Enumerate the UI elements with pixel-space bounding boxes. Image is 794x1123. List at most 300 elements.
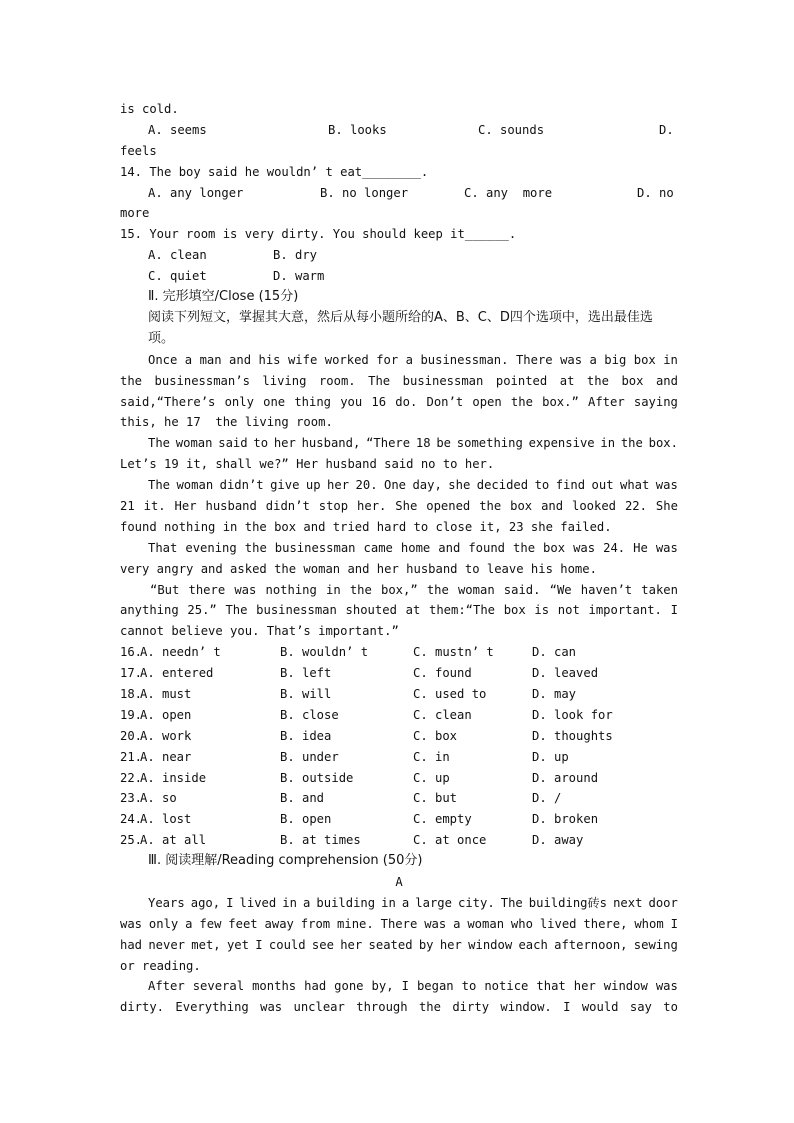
- word: a: [405, 352, 413, 367]
- word: them:“The: [428, 603, 496, 618]
- q14-option-b: B. no longer: [320, 185, 409, 200]
- word: I: [670, 603, 678, 618]
- word: seated: [368, 937, 413, 952]
- word: for: [376, 352, 399, 367]
- q15-options-row2: [120, 266, 678, 287]
- word: 21: [120, 498, 135, 513]
- word: be: [436, 436, 451, 451]
- word: He: [633, 540, 648, 555]
- reading-line: [120, 935, 678, 956]
- word: in: [282, 895, 297, 910]
- word: the: [620, 436, 643, 451]
- word: by: [418, 937, 434, 952]
- word: dirty.: [120, 1000, 165, 1015]
- word: 22.: [624, 498, 647, 513]
- word: that: [536, 979, 566, 994]
- word: The: [148, 436, 171, 451]
- word: open: [472, 394, 502, 409]
- cloze-option-a: A. entered: [140, 666, 214, 681]
- word: home: [400, 540, 431, 555]
- word: each: [518, 937, 548, 952]
- cloze-option-a: A. at all: [140, 833, 207, 848]
- word: what: [619, 478, 650, 493]
- cloze-option-d: D. leaved: [532, 666, 599, 681]
- cloze-option-a: A. so: [140, 791, 177, 806]
- word: businessman’s: [154, 373, 250, 388]
- reading-line: or reading.: [120, 958, 201, 973]
- word: say: [629, 1000, 652, 1015]
- word: 20.: [355, 478, 378, 493]
- word: “We: [549, 582, 572, 597]
- word: large: [415, 895, 452, 910]
- word: her.: [357, 498, 387, 513]
- word: the: [349, 582, 372, 597]
- word: met,: [191, 937, 221, 952]
- cloze-line: [120, 475, 678, 496]
- cloze-question-number: 22.: [120, 770, 143, 785]
- word: her: [573, 979, 596, 994]
- cloze-option-row: [120, 788, 678, 809]
- word: nothing: [265, 582, 317, 597]
- word: was: [234, 582, 257, 597]
- cloze-question-number: 19.: [120, 707, 143, 722]
- cloze-option-b: B. at times: [280, 833, 361, 848]
- word: husband: [205, 498, 257, 513]
- q14-stem: 14. The boy said he wouldn’ t eat________.: [120, 164, 429, 179]
- word: away: [264, 916, 294, 931]
- word: After: [148, 979, 185, 994]
- word: The: [500, 895, 523, 910]
- cloze-option-c: C. found: [413, 666, 472, 681]
- word: woman: [176, 478, 214, 493]
- q15-option-a: A. clean: [148, 248, 207, 263]
- q13-option-d: D.: [659, 122, 674, 137]
- q14-options: [120, 183, 678, 204]
- q15-option-d: D. warm: [273, 269, 325, 284]
- word: pointed: [495, 373, 548, 388]
- word: businessman: [256, 603, 337, 618]
- word: notice: [484, 979, 529, 994]
- word: man: [199, 352, 222, 367]
- word: businessman.: [420, 352, 509, 367]
- cloze-option-row: [120, 642, 678, 663]
- word: unclear: [293, 1000, 345, 1015]
- cloze-question-number: 23.: [120, 791, 143, 806]
- word: by,: [371, 979, 394, 994]
- cloze-option-d: D. around: [532, 770, 599, 785]
- word: Once: [148, 352, 178, 367]
- cloze-option-c: C. in: [413, 749, 450, 764]
- word: One: [383, 478, 406, 493]
- word: didn’t: [265, 498, 310, 513]
- word: was: [260, 1000, 283, 1015]
- word: the: [479, 498, 502, 513]
- word: I: [670, 916, 678, 931]
- cloze-question-number: 16.: [120, 645, 143, 660]
- word: box.: [648, 436, 678, 451]
- cloze-option-d: D. look for: [532, 707, 613, 722]
- word: didn’t: [219, 478, 264, 493]
- cloze-option-b: B. left: [280, 666, 332, 681]
- cloze-question-number: 20.: [120, 728, 143, 743]
- word: shouted: [345, 603, 397, 618]
- cloze-line: cannot believe you. That’s important.”: [120, 624, 399, 639]
- word: a: [303, 895, 311, 910]
- cloze-line: [120, 600, 678, 621]
- cloze-option-b: B. wouldn’ t: [280, 645, 369, 660]
- word: and: [655, 373, 678, 388]
- word: thing: [294, 394, 332, 409]
- cloze-option-a: A. lost: [140, 812, 192, 827]
- word: building砖s: [528, 895, 608, 910]
- cloze-line: [120, 350, 678, 371]
- cloze-line: [120, 371, 678, 392]
- cloze-option-a: A. inside: [140, 770, 207, 785]
- q13-options: [120, 120, 678, 141]
- word: and: [541, 498, 564, 513]
- cloze-option-row: [120, 809, 678, 830]
- word: a: [184, 352, 193, 367]
- word: She: [395, 498, 418, 513]
- cloze-option-c: C. up: [413, 770, 450, 785]
- word: you: [340, 394, 363, 409]
- q15-option-b: B. dry: [273, 248, 318, 263]
- cloze-line: Let’s 19 it, shall we?” Her husband said no to her.: [120, 457, 495, 472]
- section-2-instruction: 阅读下列短文，掌握其大意，然后从每小题所给的A、B、C、D四个选项中，选出最佳选项。: [148, 309, 653, 346]
- word: a: [589, 352, 597, 367]
- word: the: [426, 582, 449, 597]
- word: was: [655, 979, 678, 994]
- cloze-option-c: C. at once: [413, 833, 487, 848]
- word: had: [304, 979, 327, 994]
- word: only: [224, 394, 254, 409]
- q14-option-c: C. any more: [464, 185, 553, 200]
- word: husband,: [301, 436, 361, 451]
- word: The: [368, 373, 391, 388]
- word: to: [534, 478, 550, 493]
- word: wife: [287, 352, 318, 367]
- word: 25.”: [187, 603, 217, 618]
- word: afternoon,: [554, 937, 628, 952]
- word: big: [604, 352, 627, 367]
- cloze-question-number: 21.: [120, 749, 143, 764]
- q15-options-row1: [120, 245, 678, 266]
- word: woman: [457, 582, 495, 597]
- q14-option-a: A. any longer: [148, 185, 244, 200]
- cloze-option-c: C. but: [413, 791, 458, 806]
- word: the: [513, 540, 536, 555]
- q13-option-c: C. sounds: [478, 122, 545, 137]
- word: her: [273, 436, 296, 451]
- word: to: [253, 436, 269, 451]
- word: something: [456, 436, 523, 451]
- word: was: [424, 916, 447, 931]
- word: lived: [539, 916, 577, 931]
- page-content: [120, 99, 678, 1018]
- word: and: [438, 540, 461, 555]
- reading-line: [120, 893, 678, 914]
- cloze-option-c: C. used to: [413, 686, 487, 701]
- word: not: [557, 603, 580, 618]
- word: through: [356, 1000, 408, 1015]
- reading-line: [120, 997, 678, 1018]
- cloze-option-b: B. and: [280, 791, 325, 806]
- cloze-option-b: B. under: [280, 749, 339, 764]
- word: The: [148, 478, 171, 493]
- word: a: [401, 895, 410, 910]
- word: her: [327, 478, 350, 493]
- word: gone: [334, 979, 364, 994]
- word: several: [192, 979, 245, 994]
- word: next: [613, 895, 643, 910]
- word: looked: [572, 498, 617, 513]
- cloze-line: this, he 17 the living room.: [120, 415, 333, 430]
- word: is: [534, 603, 550, 618]
- word: The: [225, 603, 248, 618]
- word: his: [258, 352, 281, 367]
- word: her: [340, 937, 363, 952]
- word: had: [120, 937, 143, 952]
- word: businessman: [274, 540, 356, 555]
- word: I: [226, 895, 234, 910]
- cloze-option-c: C. box: [413, 728, 458, 743]
- word: find: [555, 478, 586, 493]
- word: Everything: [175, 1000, 249, 1015]
- word: She: [655, 498, 678, 513]
- word: haven’t: [580, 582, 633, 597]
- cloze-option-row: [120, 830, 678, 851]
- word: I: [255, 937, 263, 952]
- word: businessman: [402, 373, 484, 388]
- word: she: [448, 478, 471, 493]
- word: there,: [583, 916, 628, 931]
- cloze-line: [120, 580, 678, 601]
- word: window: [603, 979, 648, 994]
- word: room.: [318, 373, 356, 388]
- word: there: [188, 582, 226, 597]
- word: never: [148, 937, 185, 952]
- word: would: [581, 1000, 619, 1015]
- word: it.: [143, 498, 166, 513]
- word: her: [439, 937, 462, 952]
- word: a: [185, 916, 193, 931]
- word: from: [300, 916, 331, 931]
- cloze-option-a: A. open: [140, 707, 192, 722]
- word: expensive: [528, 436, 595, 451]
- word: see: [311, 937, 334, 952]
- q15-option-c: C. quiet: [148, 269, 207, 284]
- word: window: [468, 937, 513, 952]
- word: do.: [395, 394, 418, 409]
- word: decided: [476, 478, 529, 493]
- word: was: [655, 478, 678, 493]
- word: out: [591, 478, 614, 493]
- cloze-option-d: D. thoughts: [532, 728, 613, 743]
- word: a: [453, 916, 461, 931]
- word: the: [586, 373, 609, 388]
- word: city.: [458, 895, 495, 910]
- word: stop: [318, 498, 349, 513]
- word: found: [468, 540, 505, 555]
- word: to: [461, 979, 477, 994]
- cloze-option-d: D. may: [532, 686, 577, 701]
- word: 16: [371, 394, 387, 409]
- word: evening: [185, 540, 237, 555]
- cloze-line: [120, 538, 678, 559]
- reading-line: [120, 976, 678, 997]
- cloze-option-row: [120, 726, 678, 747]
- word: the: [244, 540, 267, 555]
- cloze-option-d: D. can: [532, 645, 577, 660]
- cloze-option-d: D. broken: [532, 812, 599, 827]
- word: the: [418, 1000, 441, 1015]
- word: yet: [226, 937, 249, 952]
- word: 18: [415, 436, 431, 451]
- cloze-line: [120, 496, 678, 517]
- word: in: [381, 895, 396, 910]
- word: door: [648, 895, 678, 910]
- cloze-option-d: D. away: [532, 833, 584, 848]
- word: whom: [634, 916, 664, 931]
- cloze-option-row: [120, 747, 678, 768]
- word: dirty: [452, 1000, 490, 1015]
- word: saying: [633, 394, 678, 409]
- passage-label: A: [395, 874, 403, 889]
- word: the: [120, 373, 143, 388]
- cloze-line: [120, 433, 678, 454]
- word: came: [363, 540, 393, 555]
- word: woman: [175, 436, 213, 451]
- word: was: [560, 352, 583, 367]
- cloze-option-b: B. close: [280, 707, 339, 722]
- word: box,”: [380, 582, 418, 597]
- word: I: [563, 1000, 571, 1015]
- word: give: [270, 478, 300, 493]
- word: That: [148, 540, 178, 555]
- section-3-heading: Ⅲ. 阅读理解/Reading comprehension (50分): [148, 853, 423, 869]
- word: few: [199, 916, 222, 931]
- word: could: [268, 937, 306, 952]
- word: lived: [239, 895, 277, 910]
- cloze-option-row: [120, 663, 678, 684]
- cloze-line: [120, 392, 678, 413]
- cloze-option-b: B. outside: [280, 770, 354, 785]
- cloze-line: found nothing in the box and tried hard to close it, 23 she failed.: [120, 519, 612, 534]
- word: day,: [412, 478, 442, 493]
- word: only: [148, 916, 179, 931]
- reading-line: [120, 914, 678, 935]
- word: woman: [467, 916, 505, 931]
- word: and: [229, 352, 252, 367]
- q13-option-d-wrap: feels: [120, 143, 157, 158]
- word: up: [305, 478, 321, 493]
- cloze-question-number: 25.: [120, 833, 143, 848]
- cloze-question-number: 24.: [120, 812, 143, 827]
- word: said.: [503, 582, 541, 597]
- word: I: [401, 979, 409, 994]
- word: one: [263, 394, 286, 409]
- word: box: [543, 540, 566, 555]
- word: sewing: [633, 937, 678, 952]
- cloze-option-row: [120, 705, 678, 726]
- word: said,“There’s: [120, 394, 216, 409]
- word: in: [663, 352, 678, 367]
- cloze-option-b: B. will: [280, 686, 332, 701]
- word: building: [316, 895, 376, 910]
- cloze-option-c: C. empty: [413, 812, 472, 827]
- word: the: [510, 394, 533, 409]
- word: at: [559, 373, 575, 388]
- word: living: [262, 373, 307, 388]
- word: opened: [426, 498, 471, 513]
- cloze-option-c: C. clean: [413, 707, 472, 722]
- cloze-option-b: B. open: [280, 812, 332, 827]
- word: box.”: [542, 394, 579, 409]
- word: who: [510, 916, 533, 931]
- word: Don’t: [426, 394, 464, 409]
- word: 24.: [603, 540, 626, 555]
- q15-stem: 15. Your room is very dirty. You should keep it______.: [120, 227, 517, 242]
- word: was: [120, 916, 143, 931]
- word: box: [503, 603, 526, 618]
- word: After: [587, 394, 625, 409]
- word: feet: [228, 916, 258, 931]
- q13-option-b: B. looks: [328, 122, 387, 137]
- word: in: [326, 582, 341, 597]
- cloze-option-d: D. up: [532, 749, 569, 764]
- cloze-question-number: 18.: [120, 686, 143, 701]
- word: anything: [120, 603, 179, 618]
- cloze-option-a: A. work: [140, 728, 192, 743]
- word: said: [218, 436, 248, 451]
- word: There: [380, 916, 418, 931]
- word: taken: [641, 582, 678, 597]
- word: was: [573, 540, 596, 555]
- word: worked: [324, 352, 369, 367]
- word: box: [621, 373, 644, 388]
- word: “But: [150, 582, 180, 597]
- cloze-option-a: A. needn’ t: [140, 645, 221, 660]
- word: in: [600, 436, 616, 451]
- word: was: [655, 540, 678, 555]
- word: mine.: [337, 916, 374, 931]
- word: Years: [148, 895, 185, 910]
- q13-tail: is cold.: [120, 102, 179, 116]
- cloze-question-number: 17.: [120, 666, 143, 681]
- cloze-option-row: [120, 684, 678, 705]
- word: to: [663, 1000, 678, 1015]
- word: ago,: [190, 895, 221, 910]
- cloze-option-a: A. must: [140, 686, 192, 701]
- word: important.: [588, 603, 662, 618]
- word: Her: [174, 498, 197, 513]
- cloze-option-d: D. /: [532, 791, 562, 806]
- word: There: [515, 352, 553, 367]
- cloze-option-c: C. mustn’ t: [413, 645, 494, 660]
- word: months: [252, 979, 297, 994]
- word: box: [510, 498, 533, 513]
- cloze-option-a: A. near: [140, 749, 192, 764]
- q14-option-d-wrap: more: [120, 206, 150, 221]
- q13-option-a: A. seems: [148, 122, 207, 137]
- word: at: [405, 603, 421, 618]
- word: box: [633, 352, 656, 367]
- word: window.: [500, 1000, 552, 1015]
- word: began: [416, 979, 454, 994]
- cloze-option-b: B. idea: [280, 728, 332, 743]
- cloze-line: very angry and asked the woman and her husband to leave his home.: [120, 561, 597, 576]
- section-2-heading: Ⅱ. 完形填空/Close (15分): [148, 289, 299, 305]
